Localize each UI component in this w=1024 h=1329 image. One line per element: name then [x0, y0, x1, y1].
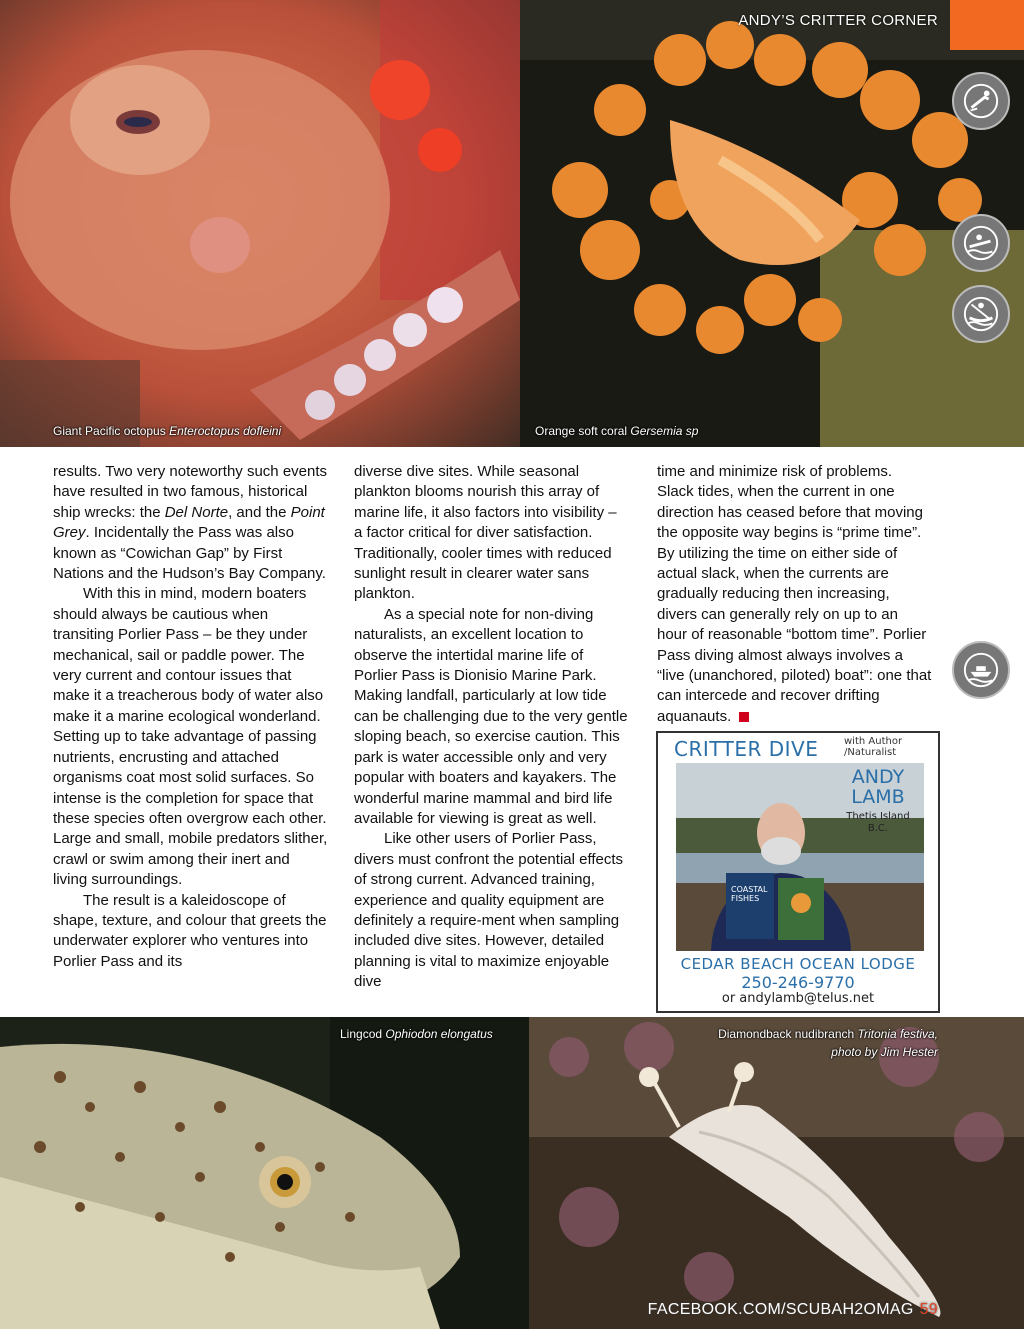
paragraph: time and minimize risk of problems. Slack tides, when the current in one direction has ceased before that moving the opposite way begins is “prime time”. By utilizing the time on either side of actual slack, when the currents are gradually reducing then increasing, divers can generally rely on up to an hour of reasonable “bottom time”. Porlier Pass diving almost always involves a “live (unanchored, piloted) boat”: one that can intercede and recover drifting aquanauts. [657, 463, 932, 725]
article-column-3 [657, 462, 932, 727]
paragraph: results. Two very noteworthy such events have resulted in two famous, historical ship wrecks: the Del Norte, and the Point Grey. Incidentally the Pass was also known as “Cowichan Gap” by First Nations and the Hudson’s Bay Company. [53, 463, 328, 583]
diver-icon[interactable] [952, 72, 1010, 130]
article-column-1 [53, 462, 328, 972]
lingcod-caption: Lingcod Ophiodon elongatus [340, 1027, 493, 1041]
kayak-icon[interactable] [952, 285, 1010, 343]
coral-caption: Orange soft coral Gersemia sp [535, 424, 699, 438]
ad-title: CRITTER DIVE [674, 737, 819, 761]
ad-with-author: with Author /Naturalist [844, 736, 903, 758]
nudibranch-caption: Diamondback nudibranch Tritonia festiva, photo by Jim Hester [718, 1027, 938, 1059]
critter-dive-ad[interactable] [656, 731, 940, 1013]
ad-author-name: ANDY LAMB [851, 766, 905, 808]
footer-website[interactable]: FACEBOOK.COM/SCUBAH2OMAG [647, 1301, 914, 1318]
page-footer [648, 1301, 938, 1319]
boat-icon[interactable] [952, 641, 1010, 699]
paragraph: With this in mind, modern boaters should always be cautious when transiting Porlier Pass – be they under mechanical, sail or paddle power. The very current and contour issues that make it a treacherous body of water also make it a marine ecological wonderland. Setting up to take advantage of passing nutrients, encrusting and attached organisms coat most solid surfaces. So intense is the completion for space that these species often overgrow each other. Large and small, mobile predators slither, crawl or swim among their inert and living surroundings. [53, 585, 328, 889]
octopus-photo [0, 0, 520, 447]
section-tab [950, 0, 1024, 50]
nudibranch-photo [529, 1017, 1024, 1329]
ad-lodge: CEDAR BEACH OCEAN LODGE [680, 955, 916, 973]
paragraph: The result is a kaleidoscope of shape, texture, and colour that greets the underwater explorer who ventures into Porlier Pass and its [53, 891, 327, 970]
paragraph: diverse dive sites. While seasonal plankton blooms nourish this array of marine life, it also factors into visibility – a factor critical for diver satisfaction. Traditionally, cooler times with reduced sunlight result in clearer water sans plankton. [354, 463, 617, 603]
ad-phone[interactable]: 250-246-9770 [741, 973, 855, 992]
end-mark-icon [739, 712, 749, 722]
page-number: 59 [919, 1301, 938, 1318]
ad-location: Thetis Island B.C. [846, 811, 910, 834]
ad-email[interactable]: or andylamb@telus.net [721, 991, 875, 1006]
paragraph: As a special note for non-diving naturalists, an excellent location to observe the intertidal marine life of Porlier Pass is Dionisio Marine Park. Making landfall, particularly at low tide can be challenging due to the very gentle sloping beach, so exercise caution. This park is water accessible only and very popular with boaters and kayakers. The wonderful marine mammal and bird life available for viewing is great as well. [354, 605, 628, 827]
snorkel-icon[interactable] [952, 214, 1010, 272]
coral-photo [520, 0, 1024, 447]
section-header: ANDY’S CRITTER CORNER [738, 12, 938, 29]
book-title: COASTAL FISHES [731, 885, 768, 903]
article-column-2 [354, 462, 629, 993]
paragraph: Like other users of Porlier Pass, divers must confront the potential effects of strong current. Advanced training, experience and quality equipment are definitely a require-ment when sampling included dive sites. However, detailed planning is vital to maximize enjoyable dive [354, 830, 624, 991]
octopus-caption: Giant Pacific octopus Enteroctopus dofleini [53, 424, 282, 438]
lingcod-photo [0, 1017, 529, 1329]
